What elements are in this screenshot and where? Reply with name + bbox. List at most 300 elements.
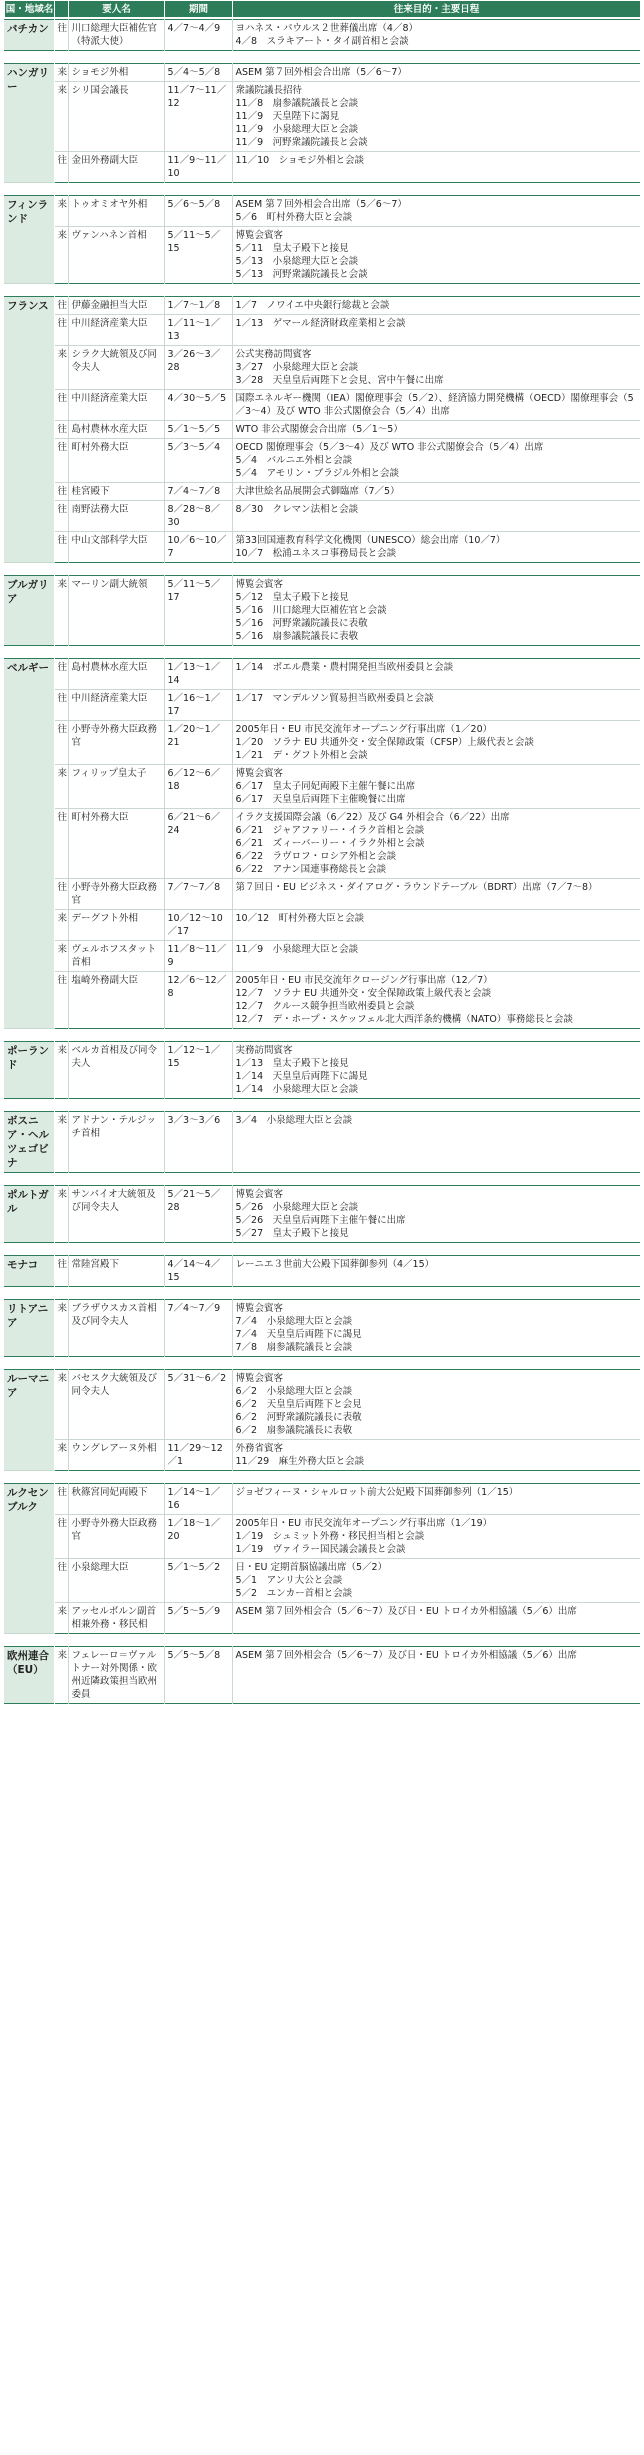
vip-name: 金田外務副大臣 — [68, 152, 164, 183]
purpose-cell — [232, 972, 640, 1029]
event-line: 6／21 ジャアファリー・イラク首相と会談 — [235, 825, 425, 836]
header-purpose: 往来目的・主要日程 — [233, 1, 641, 18]
event-line: 2005年日・EU 市民交流年オープニング行事出席（1／19） — [235, 1518, 493, 1529]
direction-cell: 往 — [54, 1559, 68, 1603]
table-row — [4, 1440, 640, 1471]
header-vip: 要人名 — [69, 1, 165, 18]
vip-name: 町村外務大臣 — [68, 809, 164, 879]
event-line: 1／14 小泉総理大臣と会談 — [235, 1084, 359, 1095]
purpose-cell — [232, 1515, 640, 1559]
direction-cell: 往 — [54, 1256, 68, 1287]
country-name: フランス — [4, 297, 54, 563]
event-line: 衆議院議長招待 — [235, 85, 303, 96]
country-block — [4, 1185, 640, 1243]
purpose-cell — [232, 765, 640, 809]
country-block — [4, 1483, 640, 1634]
event-line: 12／7 ソラナ EU 共通外交・安全保障政策上級代表と会談 — [235, 988, 492, 999]
country-name: モナコ — [4, 1256, 54, 1287]
direction-cell: 来 — [54, 1186, 68, 1243]
table-row — [4, 1300, 640, 1357]
table-row — [4, 390, 640, 421]
event-line: ASEM 第７回外相会合出席（5／6～7） — [235, 67, 407, 78]
period-cell: 3／26～3／28 — [164, 346, 232, 390]
period-cell: 5／1～5／5 — [164, 421, 232, 439]
country-blocks — [4, 19, 640, 1704]
event-line: 10／12 町村外務大臣と会談 — [235, 913, 365, 924]
header-country: 国・地域名 — [5, 1, 55, 18]
country-block — [4, 575, 640, 646]
vip-name: ブラザウスカス首相及び同令夫人 — [68, 1300, 164, 1357]
event-line: レーニエ３世前大公殿下国葬御参列（4／15） — [235, 1259, 435, 1270]
vip-name: 伊藤金融担当大臣 — [68, 297, 164, 315]
table-row — [4, 1515, 640, 1559]
period-cell: 7／7～7／8 — [164, 879, 232, 910]
period-cell: 5／3～5／4 — [164, 439, 232, 483]
event-line: 5／26 小泉総理大臣と会談 — [235, 1202, 359, 1213]
table-row — [4, 1647, 640, 1704]
vip-name: 塩崎外務副大臣 — [68, 972, 164, 1029]
vip-name: サンパイオ大統領及び同令夫人 — [68, 1186, 164, 1243]
event-line: 2005年日・EU 市民交流年クロージング行事出席（12／7） — [235, 975, 493, 986]
period-cell: 1／16～1／17 — [164, 690, 232, 721]
period-cell: 1／14～1／16 — [164, 1484, 232, 1515]
vip-name: 中川経済産業大臣 — [68, 315, 164, 346]
purpose-cell — [232, 1603, 640, 1634]
table-row — [4, 1603, 640, 1634]
event-line: ジョゼフィーヌ・シャルロット前大公妃殿下国葬御参列（1／15） — [235, 1487, 519, 1498]
purpose-cell — [232, 1370, 640, 1440]
direction-cell: 来 — [54, 941, 68, 972]
event-line: 6／2 小泉総理大臣と会談 — [235, 1386, 353, 1397]
purpose-cell — [232, 941, 640, 972]
event-line: 6／17 皇太子同妃両殿下主催午餐に出席 — [235, 781, 416, 792]
direction-cell: 往 — [54, 659, 68, 690]
event-line: 11／9 天皇陛下に謁見 — [235, 111, 340, 122]
period-cell: 1／13～1／14 — [164, 659, 232, 690]
vip-name: 中川経済産業大臣 — [68, 690, 164, 721]
purpose-cell — [232, 501, 640, 532]
country-name: 欧州連合（EU） — [4, 1647, 54, 1704]
direction-cell: 来 — [54, 196, 68, 227]
table-header — [4, 0, 641, 18]
vip-name: デーグフト外相 — [68, 910, 164, 941]
event-line: 12／7 クルース競争担当欧州委員と会談 — [235, 1001, 415, 1012]
event-line: 大津世絵名品展開会式御臨席（7／5） — [235, 486, 400, 497]
direction-cell: 往 — [54, 721, 68, 765]
event-line: 5／2 ユンカー首相と会談 — [235, 1588, 353, 1599]
table-row — [4, 1370, 640, 1440]
event-line: 11／9 小泉総理大臣と会談 — [235, 944, 359, 955]
purpose-cell — [232, 532, 640, 563]
purpose-cell — [232, 1484, 640, 1515]
country-name: フィンランド — [4, 196, 54, 284]
period-cell: 4／14～4／15 — [164, 1256, 232, 1287]
event-line: 5／16 河野衆議院議長に表敬 — [235, 618, 368, 629]
table-row — [4, 152, 640, 183]
vip-name: 小野寺外務大臣政務官 — [68, 879, 164, 910]
event-line: 日・EU 定期首脳協議出席（5／2） — [235, 1562, 388, 1573]
vip-name: シリ国会議長 — [68, 82, 164, 152]
purpose-cell — [232, 64, 640, 82]
purpose-cell — [232, 910, 640, 941]
purpose-cell — [232, 659, 640, 690]
table-row — [4, 297, 640, 315]
period-cell: 3／3～3／6 — [164, 1112, 232, 1173]
event-line: 7／4 小泉総理大臣と会談 — [235, 1316, 353, 1327]
country-block — [4, 1646, 640, 1704]
vip-name: ヴェルホフスタット首相 — [68, 941, 164, 972]
purpose-cell — [232, 297, 640, 315]
vip-name: 島村農林水産大臣 — [68, 659, 164, 690]
purpose-cell — [232, 576, 640, 646]
event-line: OECD 閣僚理事会（5／3～4）及び WTO 非公式閣僚会合（5／4）出席 — [235, 442, 544, 453]
vip-name: 島村農林水産大臣 — [68, 421, 164, 439]
purpose-cell — [232, 82, 640, 152]
event-line: 3／4 小泉総理大臣と会談 — [235, 1115, 353, 1126]
country-name: リトアニア — [4, 1300, 54, 1357]
event-line: 5／4 アモリン・ブラジル外相と会談 — [235, 468, 399, 479]
event-line: 5／16 扇参議院議長に表敬 — [235, 631, 359, 642]
header-direction — [55, 1, 69, 18]
country-name: バチカン — [4, 20, 54, 51]
direction-cell: 来 — [54, 1112, 68, 1173]
period-cell: 1／7～1／8 — [164, 297, 232, 315]
purpose-cell — [232, 1300, 640, 1357]
purpose-cell — [232, 690, 640, 721]
direction-cell: 往 — [54, 20, 68, 51]
event-line: 4／8 スラキアート・タイ副首相と会談 — [235, 36, 409, 47]
event-line: 博覧会賓客 — [235, 579, 284, 590]
purpose-cell — [232, 196, 640, 227]
table-row — [4, 809, 640, 879]
event-line: 6／2 扇参議院議長に表敬 — [235, 1425, 353, 1436]
table-row — [4, 421, 640, 439]
event-line: 博覧会賓客 — [235, 230, 284, 241]
direction-cell: 往 — [54, 1484, 68, 1515]
table-row — [4, 941, 640, 972]
period-cell: 1／11～1／13 — [164, 315, 232, 346]
table-row — [4, 20, 640, 51]
table-row — [4, 315, 640, 346]
vip-name: ウングレアーヌ外相 — [68, 1440, 164, 1471]
period-cell: 5／31～6／2 — [164, 1370, 232, 1440]
period-cell: 5／6～5／8 — [164, 196, 232, 227]
table-row — [4, 765, 640, 809]
event-line: 5／26 天皇皇后両陛下主催午餐に出席 — [235, 1215, 406, 1226]
event-line: 1／20 ソラナ EU 共通外交・安全保障政策（CFSP）上級代表と会談 — [235, 737, 534, 748]
event-line: 11／8 扇参議院議長と会談 — [235, 98, 359, 109]
table-row — [4, 346, 640, 390]
event-line: ASEM 第７回外相会合出席（5／6～7） — [235, 199, 407, 210]
event-line: 2005年日・EU 市民交流年オープニング行事出席（1／20） — [235, 724, 493, 735]
direction-cell: 来 — [54, 1042, 68, 1099]
event-line: 博覧会賓客 — [235, 1189, 284, 1200]
table-row — [4, 721, 640, 765]
direction-cell: 往 — [54, 501, 68, 532]
event-line: 11／10 ショモジ外相と会談 — [235, 155, 364, 166]
country-name: ルーマニア — [4, 1370, 54, 1471]
purpose-cell — [232, 1112, 640, 1173]
table-row — [4, 910, 640, 941]
event-line: 1／14 天皇皇后両陛下に謁見 — [235, 1071, 368, 1082]
direction-cell: 往 — [54, 297, 68, 315]
direction-cell: 往 — [54, 390, 68, 421]
event-line: 11／9 河野衆議院議長と会談 — [235, 137, 368, 148]
direction-cell: 来 — [54, 910, 68, 941]
period-cell: 6／21～6／24 — [164, 809, 232, 879]
direction-cell: 往 — [54, 421, 68, 439]
vip-name: 南野法務大臣 — [68, 501, 164, 532]
purpose-cell — [232, 1042, 640, 1099]
direction-cell: 来 — [54, 82, 68, 152]
country-block — [4, 1299, 640, 1357]
event-line: 7／8 扇参議院議長と会談 — [235, 1342, 353, 1353]
period-cell: 11／29～12／1 — [164, 1440, 232, 1471]
event-line: 12／7 デ・ホープ・スケッフェル北大西洋条約機構（NATO）事務総長と会談 — [235, 1014, 573, 1025]
period-cell: 4／7～4／9 — [164, 20, 232, 51]
event-line: 6／17 天皇皇后両陛下主催晩餐に出席 — [235, 794, 406, 805]
event-line: 1／19 ヴァイラー国民議会議長と会談 — [235, 1544, 406, 1555]
country-name: ハンガリー — [4, 64, 54, 183]
event-line: 5／13 河野衆議院議長と会談 — [235, 269, 368, 280]
event-line: 1／14 ボエル農業・農村開発担当欧州委員と会談 — [235, 662, 454, 673]
country-name: ポルトガル — [4, 1186, 54, 1243]
vip-name: アッセルボルン副首相兼外務・移民相 — [68, 1603, 164, 1634]
country-name: ポーランド — [4, 1042, 54, 1099]
direction-cell: 往 — [54, 690, 68, 721]
direction-cell: 往 — [54, 483, 68, 501]
direction-cell: 往 — [54, 972, 68, 1029]
country-block — [4, 1041, 640, 1099]
period-cell: 4／30～5／5 — [164, 390, 232, 421]
vip-name: アドナン・テルジッチ首相 — [68, 1112, 164, 1173]
event-line: ASEM 第７回外相会合（5／6～7）及び日・EU トロイカ外相協議（5／6）出席 — [235, 1606, 577, 1617]
period-cell: 11／8～11／9 — [164, 941, 232, 972]
period-cell: 6／12～6／18 — [164, 765, 232, 809]
event-line: 1／7 ノワイエ中央銀行総裁と会談 — [235, 300, 390, 311]
purpose-cell — [232, 809, 640, 879]
event-line: WTO 非公式閣僚会合出席（5／1～5） — [235, 424, 403, 435]
direction-cell: 来 — [54, 1603, 68, 1634]
direction-cell: 往 — [54, 1515, 68, 1559]
vip-name: ショモジ外相 — [68, 64, 164, 82]
vip-name: ベルカ首相及び同令夫人 — [68, 1042, 164, 1099]
country-block — [4, 19, 640, 51]
event-line: 5／11 皇太子殿下と接見 — [235, 243, 349, 254]
document — [4, 0, 640, 1704]
purpose-cell — [232, 1559, 640, 1603]
event-line: 3／28 天皇皇后両陛下と会見、宮中午餐に出席 — [235, 375, 444, 386]
direction-cell: 来 — [54, 64, 68, 82]
purpose-cell — [232, 439, 640, 483]
period-cell: 1／12～1／15 — [164, 1042, 232, 1099]
vip-name: マーリン副大統領 — [68, 576, 164, 646]
vip-name: ヴァンハネン首相 — [68, 227, 164, 284]
event-line: 3／27 小泉総理大臣と会談 — [235, 362, 359, 373]
direction-cell: 往 — [54, 809, 68, 879]
table-row — [4, 483, 640, 501]
event-line: 外務省賓客 — [235, 1443, 284, 1454]
direction-cell: 往 — [54, 315, 68, 346]
country-name: ルクセンブルク — [4, 1484, 54, 1634]
country-block — [4, 1111, 640, 1173]
period-cell: 1／20～1／21 — [164, 721, 232, 765]
event-line: 5／16 川口総理大臣補佐官と会談 — [235, 605, 387, 616]
table-row — [4, 1112, 640, 1173]
event-line: 11／9 小泉総理大臣と会談 — [235, 124, 359, 135]
event-line: 1／13 皇太子殿下と接見 — [235, 1058, 349, 1069]
event-line: 博覧会賓客 — [235, 768, 284, 779]
event-line: 5／27 皇太子殿下と接見 — [235, 1228, 349, 1239]
direction-cell: 往 — [54, 879, 68, 910]
period-cell: 5／21～5／28 — [164, 1186, 232, 1243]
period-cell: 8／28～8／30 — [164, 501, 232, 532]
table-row — [4, 659, 640, 690]
table-row — [4, 1042, 640, 1099]
table-row — [4, 196, 640, 227]
event-line: ヨハネス・パウルス２世葬儀出席（4／8） — [235, 23, 419, 34]
event-line: 10／7 松浦ユネスコ事務局長と会談 — [235, 548, 397, 559]
event-line: 第33回国連教育科学文化機関（UNESCO）総会出席（10／7） — [235, 535, 506, 546]
country-block — [4, 296, 640, 563]
event-line: 1／17 マンデルソン貿易担当欧州委員と会談 — [235, 693, 434, 704]
purpose-cell — [232, 1440, 640, 1471]
purpose-cell — [232, 152, 640, 183]
event-line: 国際エネルギー機関（IEA）閣僚理事会（5／2）、経済協力開発機構（OECD）閣僚理事会（5／3～4）及び WTO 非公式閣僚会合（5／4）出席 — [235, 393, 634, 417]
purpose-cell — [232, 1647, 640, 1704]
period-cell: 10／12～10／17 — [164, 910, 232, 941]
vip-name: シラク大統領及び同令夫人 — [68, 346, 164, 390]
direction-cell: 来 — [54, 346, 68, 390]
purpose-cell — [232, 390, 640, 421]
table-row — [4, 227, 640, 284]
direction-cell: 来 — [54, 765, 68, 809]
vip-name: 桂宮殿下 — [68, 483, 164, 501]
event-line: 5／12 皇太子殿下と接見 — [235, 592, 349, 603]
table-row — [4, 1559, 640, 1603]
country-block — [4, 1369, 640, 1471]
vip-name: フィリップ皇太子 — [68, 765, 164, 809]
period-cell: 1／18～1／20 — [164, 1515, 232, 1559]
period-cell: 5／1～5／2 — [164, 1559, 232, 1603]
event-line: 1／21 デ・グフト外相と会談 — [235, 750, 368, 761]
event-line: 5／4 バルニエ外相と会談 — [235, 455, 353, 466]
country-block — [4, 63, 640, 183]
period-cell: 11／7～11／12 — [164, 82, 232, 152]
event-line: 5／1 アンリ大公と会談 — [235, 1575, 343, 1586]
event-line: 5／6 町村外務大臣と会談 — [235, 212, 353, 223]
direction-cell: 来 — [54, 1370, 68, 1440]
event-line: 1／19 シュミット外務・移民担当相と会談 — [235, 1531, 425, 1542]
country-name: ボスニア・ヘルツェゴビナ — [4, 1112, 54, 1173]
direction-cell: 来 — [54, 1647, 68, 1704]
event-line: 5／13 小泉総理大臣と会談 — [235, 256, 359, 267]
table-row — [4, 576, 640, 646]
country-block — [4, 658, 640, 1029]
period-cell: 7／4～7／9 — [164, 1300, 232, 1357]
country-name: ベルギー — [4, 659, 54, 1029]
event-line: イラク支援国際会議（6／22）及び G4 外相会合（6／22）出席 — [235, 812, 510, 823]
period-cell: 7／4～7／8 — [164, 483, 232, 501]
table-row — [4, 972, 640, 1029]
purpose-cell — [232, 346, 640, 390]
direction-cell: 来 — [54, 1300, 68, 1357]
table-row — [4, 1256, 640, 1287]
event-line: 博覧会賓客 — [235, 1303, 284, 1314]
purpose-cell — [232, 483, 640, 501]
period-cell: 12／6～12／8 — [164, 972, 232, 1029]
vip-name: 小泉総理大臣 — [68, 1559, 164, 1603]
direction-cell: 往 — [54, 532, 68, 563]
event-line: 6／2 天皇皇后両陛下と会見 — [235, 1399, 362, 1410]
vip-name: 常陸宮殿下 — [68, 1256, 164, 1287]
table-row — [4, 439, 640, 483]
country-block — [4, 195, 640, 284]
header-period: 期間 — [165, 1, 233, 18]
table-row — [4, 1186, 640, 1243]
purpose-cell — [232, 1256, 640, 1287]
event-line: 1／13 ゲマール経済財政産業相と会談 — [235, 318, 406, 329]
event-line: 6／2 河野衆議院議長に表敬 — [235, 1412, 362, 1423]
period-cell: 5／11～5／15 — [164, 227, 232, 284]
purpose-cell — [232, 227, 640, 284]
vip-name: バセスク大統領及び同令夫人 — [68, 1370, 164, 1440]
event-line: 実務訪問賓客 — [235, 1045, 293, 1056]
period-cell: 11／9～11／10 — [164, 152, 232, 183]
purpose-cell — [232, 721, 640, 765]
event-line: 6／22 ラヴロフ・ロシア外相と会談 — [235, 851, 397, 862]
direction-cell: 往 — [54, 152, 68, 183]
vip-name: 小野寺外務大臣政務官 — [68, 721, 164, 765]
purpose-cell — [232, 421, 640, 439]
direction-cell: 往 — [54, 439, 68, 483]
period-cell: 5／11～5／17 — [164, 576, 232, 646]
period-cell: 5／5～5／9 — [164, 1603, 232, 1634]
direction-cell: 来 — [54, 227, 68, 284]
direction-cell: 来 — [54, 576, 68, 646]
vip-name: トゥオミオヤ外相 — [68, 196, 164, 227]
table-row — [4, 690, 640, 721]
vip-name: 中川経済産業大臣 — [68, 390, 164, 421]
event-line: 6／22 アナン国連事務総長と会談 — [235, 864, 387, 875]
event-line: 7／4 天皇皇后両陛下に謁見 — [235, 1329, 362, 1340]
purpose-cell — [232, 20, 640, 51]
direction-cell: 来 — [54, 1440, 68, 1471]
vip-name: 中山文部科学大臣 — [68, 532, 164, 563]
event-line: 11／29 麻生外務大臣と会談 — [235, 1456, 365, 1467]
table-row — [4, 532, 640, 563]
period-cell: 5／4～5／8 — [164, 64, 232, 82]
table-row — [4, 1484, 640, 1515]
table-row — [4, 64, 640, 82]
event-line: ASEM 第７回外相会合（5／6～7）及び日・EU トロイカ外相協議（5／6）出席 — [235, 1650, 577, 1661]
purpose-cell — [232, 879, 640, 910]
period-cell: 10／6～10／7 — [164, 532, 232, 563]
vip-name: 川口総理大臣補佐官（特派大使） — [68, 20, 164, 51]
purpose-cell — [232, 1186, 640, 1243]
event-line: 博覧会賓客 — [235, 1373, 284, 1384]
purpose-cell — [232, 315, 640, 346]
vip-name: 町村外務大臣 — [68, 439, 164, 483]
event-line: 8／30 クレマン法相と会談 — [235, 504, 359, 515]
country-name: ブルガリア — [4, 576, 54, 646]
event-line: 第７回日・EU ビジネス・ダイアログ・ラウンドテーブル（BDRT）出席（7／7～8） — [235, 882, 598, 893]
vip-name: 秋篠宮同妃両殿下 — [68, 1484, 164, 1515]
vip-name: 小野寺外務大臣政務官 — [68, 1515, 164, 1559]
event-line: 6／21 ズィーバーリー・イラク外相と会談 — [235, 838, 425, 849]
vip-name: フェレーロ＝ヴァルトナー対外関係・欧州近隣政策担当欧州委員 — [68, 1647, 164, 1704]
event-line: 公式実務訪問賓客 — [235, 349, 312, 360]
